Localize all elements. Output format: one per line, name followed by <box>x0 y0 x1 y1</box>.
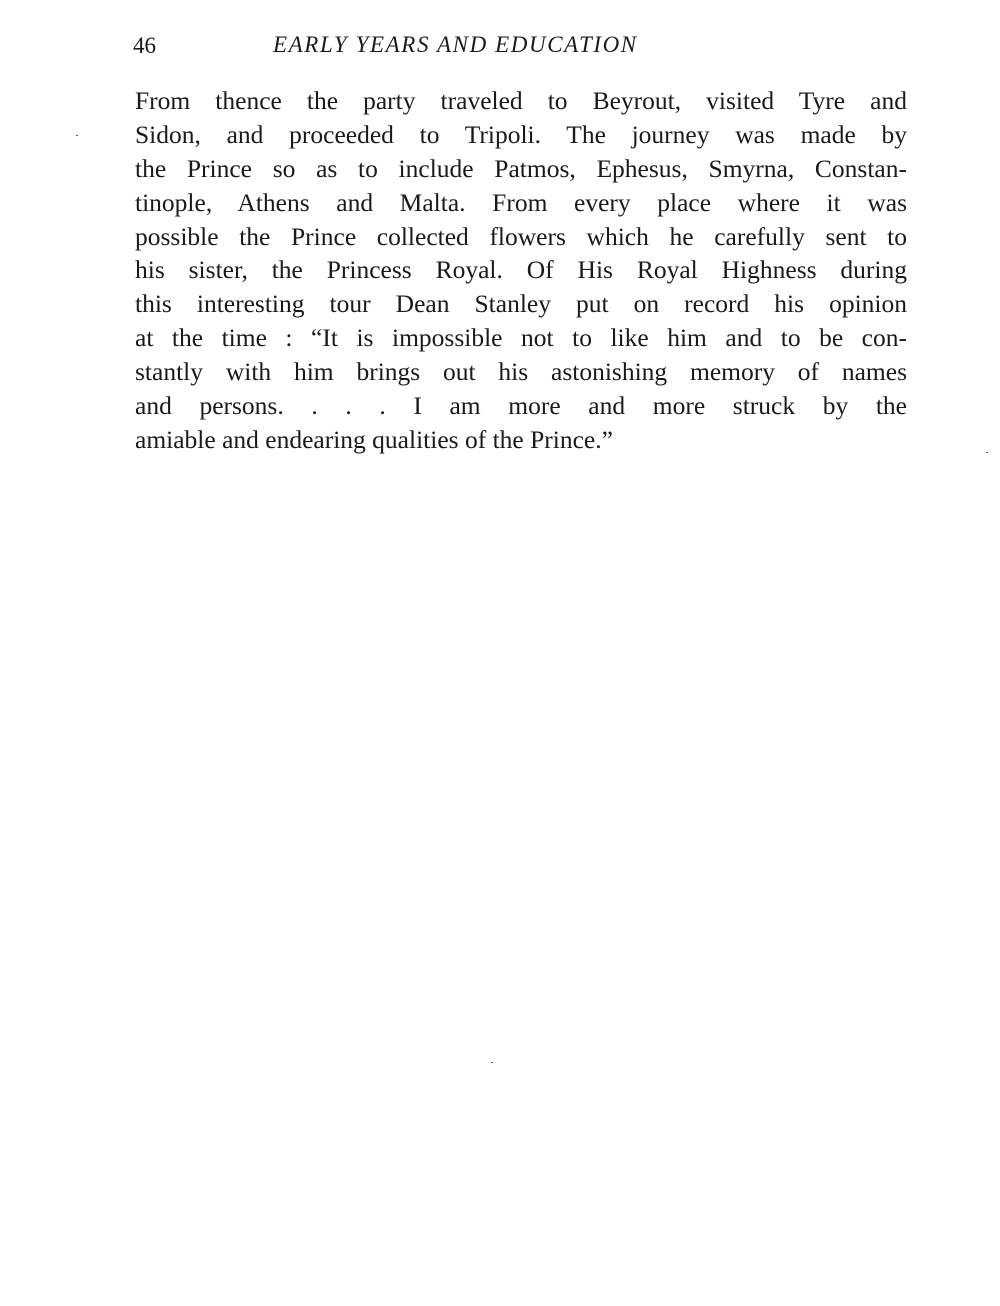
text-line: his sister, the Princess Royal. Of His Royal Highness during <box>135 255 907 285</box>
text-line: tinople, Athens and Malta. From every place where it was <box>135 187 907 217</box>
running-title: EARLY YEARS AND EDUCATION <box>273 32 638 57</box>
text-line: this interesting tour Dean Stanley put on record his opinion <box>135 289 907 319</box>
text-line: Sidon, and proceeded to Tripoli. The journey was made by <box>135 119 907 149</box>
text-line: stantly with him brings out his astonishing memory of names <box>135 357 907 387</box>
text-line: and persons. . . . I am more and more struck by the <box>135 391 907 421</box>
scan-speck <box>491 1062 493 1063</box>
text-line: amiable and endearing qualities of the Prince.” <box>135 424 613 454</box>
text-line: From thence the party traveled to Beyrout, visited Tyre and <box>135 86 907 115</box>
text-line: at the time : “It is impossible not to like him and to be con- <box>135 323 907 353</box>
page-number: 46 <box>133 33 156 58</box>
text-line: the Prince so as to include Patmos, Ephesus, Smyrna, Constan- <box>135 153 907 183</box>
scan-speck <box>76 135 78 136</box>
body-paragraph <box>135 84 907 457</box>
text-line: possible the Prince collected flowers which he carefully sent to <box>135 221 907 251</box>
scan-speck <box>986 452 988 453</box>
